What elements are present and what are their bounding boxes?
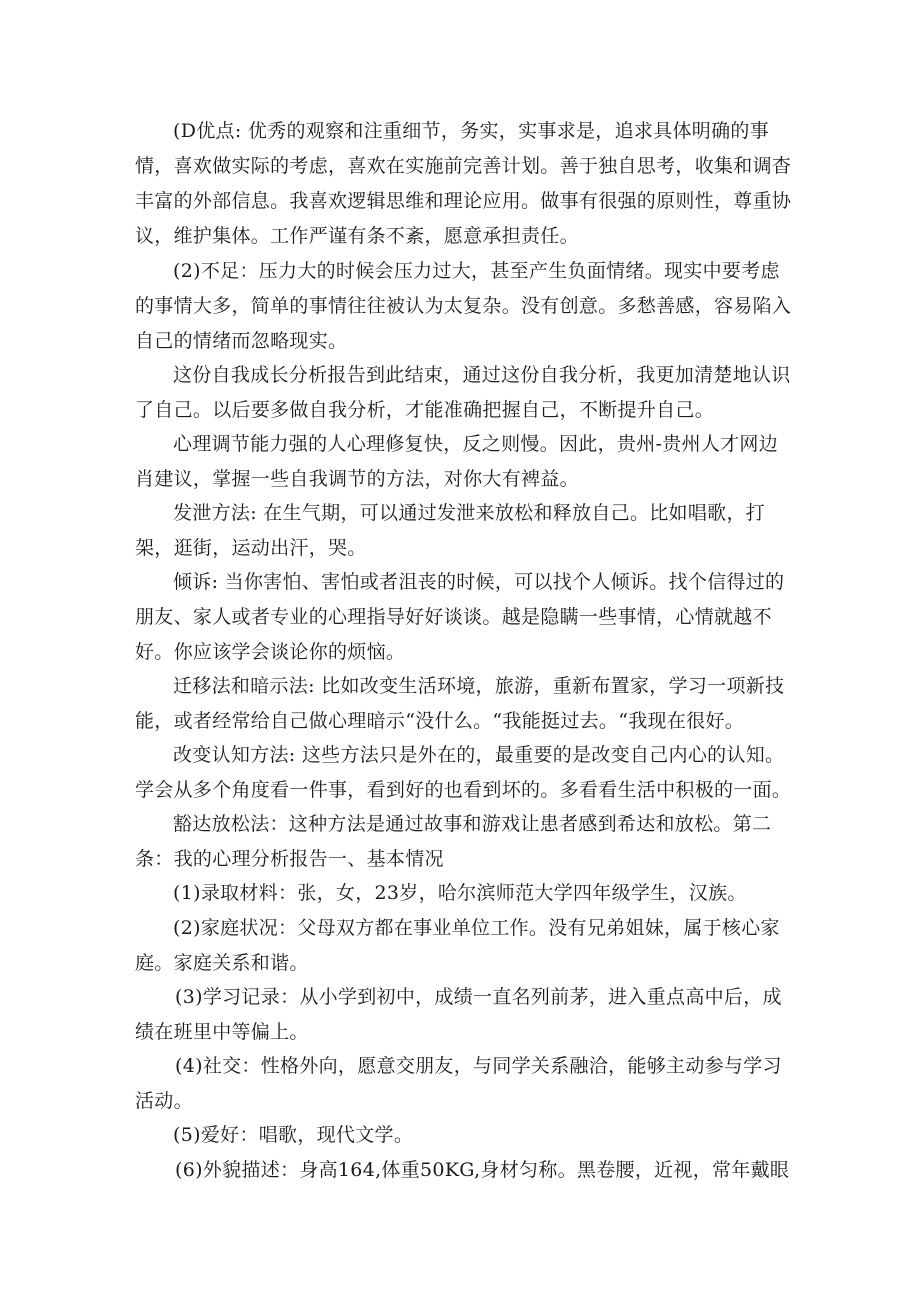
paragraph-cognition-method: 改变认知方法: 这些方法只是外在的，最重要的是改变自己内心的认知。学会从多个角度看一件事，看到好的也看到坏的。多看看生活中积极的一面。 [135, 744, 792, 801]
paragraph-transfer-suggestion: 迁移法和暗示法: 比如改变生活环境，旅游，重新布置家，学习一项新技能，或者经常给自己做心理暗示“没什么。“我能挺过去。“我现在很好。 [135, 675, 785, 732]
paragraph-hobbies: (5)爱好：唱歌，现代文学。 [173, 1124, 414, 1146]
paragraph-family-status: (2)家庭状况：父母双方都在事业单位工作。没有兄弟姐妹，属于核心家庭。家庭关系和谐。 [135, 917, 780, 974]
paragraph-social: (4)社交：性格外向，愿意交朋友，与同学关系融洽，能够主动参与学习活动。 [135, 1055, 782, 1112]
paragraph-admission-info: (1)录取材料：张，女，23岁，哈尔滨师范大学四年级学生，汉族。 [173, 882, 747, 904]
paragraph-weaknesses: (2)不足：压力大的时候会压力过大，甚至产生负面情绪。现实中要考虑的事情大多，简单的事情往往被认为太复杂。没有创意。多愁善感，容易陷入自己的情绪而忽略现实。 [135, 260, 792, 352]
paragraph-venting-method: 发泄方法: 在生气期，可以通过发泄来放松和释放自己。比如唱歌，打架，逛街，运动出汗，哭。 [135, 502, 766, 559]
paragraph-study-record: (3)学习记录：从小学到初中，成绩一直名列前茅，进入重点高中后，成绩在班里中等偏上。 [135, 986, 782, 1043]
paragraph-relaxation-method: 豁达放松法：这种方法是通过故事和游戏让患者感到希达和放松。第二条：我的心理分析报告一、基本情况 [135, 813, 772, 870]
paragraph-appearance: (6)外貌描述：身高164,体重50KG,身材匀称。黑卷腰，近视，常年戴眼 [175, 1159, 790, 1181]
paragraph-strengths: (D优点: 优秀的观察和注重细节，务实，实事求是，追求具体明确的事情，喜欢做实际的考虑，喜欢在实施前完善计划。善于独自思考，收集和调杳丰富的外部信息。我喜欢逻辑思维和理论应用。做事有很强的原则性，尊重协议，维护集体。工作严谨有条不紊，愿意承担责任。 [135, 120, 792, 247]
paragraph-confiding: 倾诉: 当你害怕、害怕或者沮丧的时候，可以找个人倾诉。找个信得过的朋友、家人或者专业的心理指导好好谈谈。越是隐瞒一些事情，心情就越不好。你应该学会谈论你的烦恼。 [135, 571, 785, 663]
paragraph-self-adjustment: 心理调节能力强的人心理修复快，反之则慢。因此，贵州-贵州人才网边肖建议，掌握一些自我调节的方法，对你大有裨益。 [135, 433, 779, 490]
paragraph-conclusion: 这份自我成长分析报告到此结束，通过这份自我分析，我更加清楚地认识了自己。以后要多做自我分析，才能准确把握自己，不断提升自己。 [135, 364, 791, 421]
